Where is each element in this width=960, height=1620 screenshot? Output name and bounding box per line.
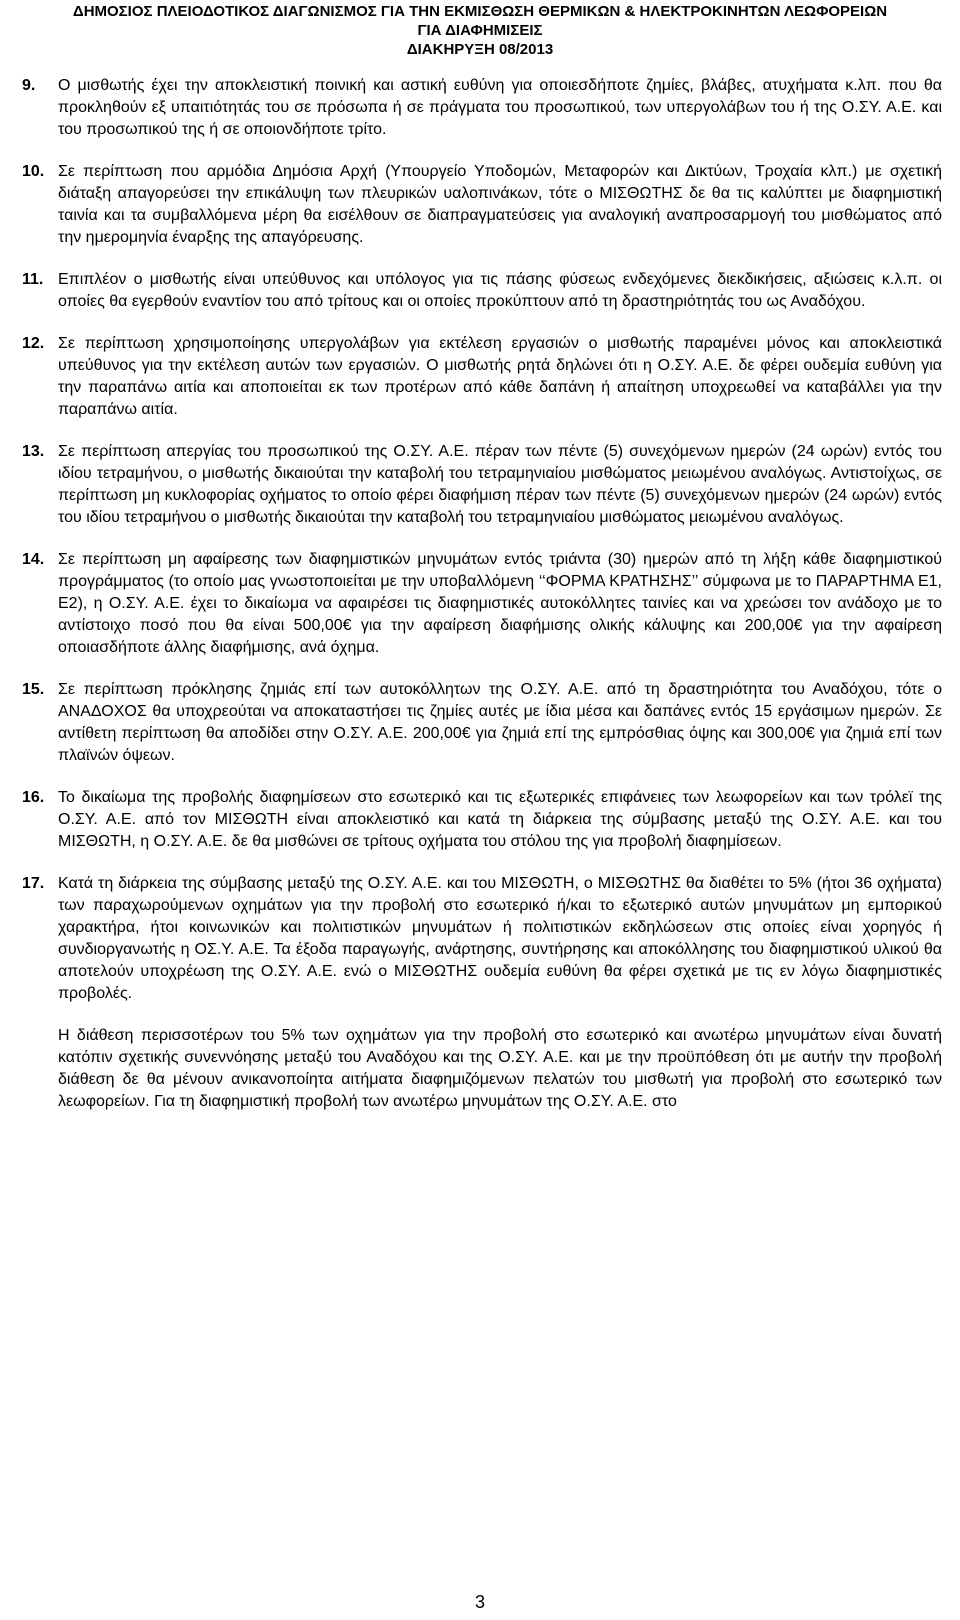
clause-number: 12. — [22, 335, 45, 352]
clause-text: Σε περίπτωση απεργίας του προσωπικού της Ο.ΣΥ. Α.Ε. πέραν των πέντε (5) συνεχόμενων ημερών (24 ωρών) εντός του ιδίου τετραμήνου, ο μισθωτής δικαιούται την καταβολή του τετραμηνιαίου μισθώματος μειωμένου αναλόγως. Αντιστοίχως, σε περίπτωση μη κυκλοφορίας οχήματος το οποίο φέρει διαφήμιση πέραν των πέντε (5) συνεχόμενων ημερών (24 ωρών) εντός του ιδίου τετραμήνου ο μισθωτής δικαιούται την καταβολή του τετραμηνιαίου μισθώματος μειωμένου αναλόγως. — [58, 443, 942, 526]
clause-number: 13. — [22, 443, 45, 460]
header-line-1: ΔΗΜΟΣΙΟΣ ΠΛΕΙΟΔΟΤΙΚΟΣ ΔΙΑΓΩΝΙΣΜΟΣ ΓΙΑ ΤΗΝ ΕΚΜΙΣΘΩΣΗ ΘΕΡΜΙΚΩΝ & ΗΛΕΚΤΡΟΚΙΝΗΤΩΝ ΛΕΩΦΟΡΕΙΩΝ — [72, 3, 888, 20]
clause-continuation: Η διάθεση περισσοτέρων του 5% των οχημάτων για την προβολή στο εσωτερικό και ανωτέρω μηνυμάτων είναι δυνατή κατόπιν σχετικής συνεννόησης μεταξύ του Αναδόχου και της Ο.ΣΥ. Α.Ε. και με την προϋπόθεση ότι με αυτήν την προβολή διάθεση δε θα μένουν ανικανοποίητα αιτήματα διαφημιζόμενων πελατών του μισθωτή για προβολή στο εσωτερικό των λεωφορείων. Για τη διαφημιστική προβολή των ανωτέρω μηνυμάτων της Ο.ΣΥ. Α.Ε. στο — [58, 1027, 942, 1110]
document-header — [0, 2, 960, 59]
clauses-list — [22, 75, 942, 1133]
clause-number: 9. — [22, 77, 36, 94]
header-line-2: ΓΙΑ ΔΙΑΦΗΜΙΣΕΙΣ — [417, 22, 543, 39]
clause-16 — [22, 787, 942, 853]
clause-text: Σε περίπτωση χρησιμοποίησης υπεργολάβων για εκτέλεση εργασιών ο μισθωτής παραμένει μόνος και αποκλειστικά υπεύθυνος για την εκτέλεση αυτών των εργασιών. Ο μισθωτής ρητά δηλώνει ότι η Ο.ΣΥ. Α.Ε. δε φέρει ουδεμία ευθύνη για την παραπάνω αιτία και αποποιείται εκ των προτέρων από κάθε δαπάνη ή απαίτηση υποχρεωθεί να καταβάλλει για την παραπάνω αιτία. — [58, 335, 942, 418]
clause-11 — [22, 269, 942, 313]
clause-number: 17. — [22, 875, 45, 892]
clause-text: Σε περίπτωση πρόκλησης ζημιάς επί των αυτοκόλλητων της Ο.ΣΥ. Α.Ε. από τη δραστηριότητα του Αναδόχου, τότε ο ΑΝΑΔΟΧΟΣ θα υποχρεούται να αποκαταστήσει τις ζημίες αυτές με ίδια μέσα και δαπάνες εντός 15 εργάσιμων ημερών. Σε αντίθετη περίπτωση θα αποδίδει στην Ο.ΣΥ. Α.Ε. 200,00€ για ζημιά επί της εμπρόσθιας όψης και 300,00€ για ζημιά επί των πλαϊνών όψεων. — [58, 681, 942, 764]
clause-12 — [22, 333, 942, 421]
page-number: 3 — [474, 1592, 485, 1612]
clause-text: Το δικαίωμα της προβολής διαφημίσεων στο εσωτερικό και τις εξωτερικές επιφάνειες των λεωφορείων και των τρόλεϊ της Ο.ΣΥ. Α.Ε. από τον ΜΙΣΘΩΤΗ είναι αποκλειστικό και κατά τη διάρκεια της σύμβασης μεταξύ της Ο.ΣΥ. Α.Ε. και του ΜΙΣΘΩΤΗ, η Ο.ΣΥ. Α.Ε. δε θα μισθώνει σε τρίτους οχήματα του στόλου της για προβολή διαφημίσεων. — [58, 789, 942, 850]
clause-number: 15. — [22, 681, 45, 698]
clause-text: Κατά τη διάρκεια της σύμβασης μεταξύ της Ο.ΣΥ. Α.Ε. και του ΜΙΣΘΩΤΗ, ο ΜΙΣΘΩΤΗΣ θα διαθέτει το 5% (ήτοι 36 οχήματα) των παραχωρούμενων οχημάτων για την προβολή στο εσωτερικό ή/και το εξωτερικό αυτών μηνυμάτων μη εμπορικού χαρακτήρα, ήτοι κοινωνικών και πολιτιστικών μηνυμάτων ή πολιτιστικών εκδηλώσεων στις οποίες είναι χορηγός ή συνδιοργανωτής η ΟΣ.Υ. Α.Ε. Τα έξοδα παραγωγής, ανάρτησης, συντήρησης και αποκόλλησης του διαφημιστικού υλικού θα αποτελούν υποχρέωση της Ο.ΣΥ. Α.Ε. ενώ ο ΜΙΣΘΩΤΗΣ ουδεμία ευθύνη θα φέρει σχετικά με τις εν λόγω διαφημιστικές προβολές. — [58, 875, 942, 1002]
clause-number: 11. — [22, 271, 44, 288]
clause-17 — [22, 873, 942, 1113]
clause-text: Σε περίπτωση μη αφαίρεσης των διαφημιστικών μηνυμάτων εντός τριάντα (30) ημερών από τη λήξη κάθε διαφημιστικού προγράμματος (το οποίο μας γνωστοποιείται με την υποβαλλόμενη ‘‘ΦΟΡΜΑ ΚΡΑΤΗΣΗΣ’’ σύμφωνα με το ΠΑΡΑΡΤΗΜΑ Ε1, Ε2), η Ο.ΣΥ. Α.Ε. έχει το δικαίωμα να αφαιρέσει τις διαφημιστικές αυτοκόλλητες ταινίες και να χρεώσει τον ανάδοχο με το αντίστοιχο ποσό που θα είναι 500,00€ για την αφαίρεση διαφήμισης ολικής κάλυψης και 200,00€ για την αφαίρεση οποιασδήποτε άλλης διαφήμισης, ανά όχημα. — [58, 551, 942, 656]
clause-13 — [22, 441, 942, 529]
clause-text: Σε περίπτωση που αρμόδια Δημόσια Αρχή (Υπουργείο Υποδομών, Μεταφορών και Δικτύων, Τροχαία κλπ.) με σχετική διάταξη απαγορεύσει την επικάλυψη των πλευρικών υαλοπινάκων, τότε ο ΜΙΣΘΩΤΗΣ δε θα τις καλύπτει με διαφημιστική ταινία και τα συμβαλλόμενα μέρη θα εισέλθουν σε διαπραγματεύσεις για αναλογική αναπροσαρμογή του μισθώματος από την ημερομηνία έναρξης της απαγόρευσης. — [58, 163, 942, 246]
clause-text: Ο μισθωτής έχει την αποκλειστική ποινική και αστική ευθύνη για οποιεσδήποτε ζημίες, βλάβες, ατυχήματα κ.λπ. που θα προκληθούν εξ υπαιτιότητάς του σε πρόσωπα ή σε πράγματα του προσωπικού, των υπεργολάβων του ή της Ο.ΣΥ. Α.Ε. και του προσωπικού της ή σε οποιονδήποτε τρίτο. — [58, 77, 942, 138]
clause-number: 16. — [22, 789, 45, 806]
clause-text: Επιπλέον ο μισθωτής είναι υπεύθυνος και υπόλογος για τις πάσης φύσεως ενδεχόμενες διεκδικήσεις, αξιώσεις κ.λ.π. οι οποίες θα εγερθούν εναντίον του από τρίτους και οι οποίες προκύπτουν από τη δραστηριότητάς του ως Αναδόχου. — [58, 271, 942, 310]
clause-number: 10. — [22, 163, 45, 180]
clause-number: 14. — [22, 551, 45, 568]
clause-10 — [22, 161, 942, 249]
clause-15 — [22, 679, 942, 767]
clause-14 — [22, 549, 942, 659]
clause-9 — [22, 75, 942, 141]
header-line-3: ΔΙΑΚΗΡΥΞΗ 08/2013 — [406, 41, 554, 58]
